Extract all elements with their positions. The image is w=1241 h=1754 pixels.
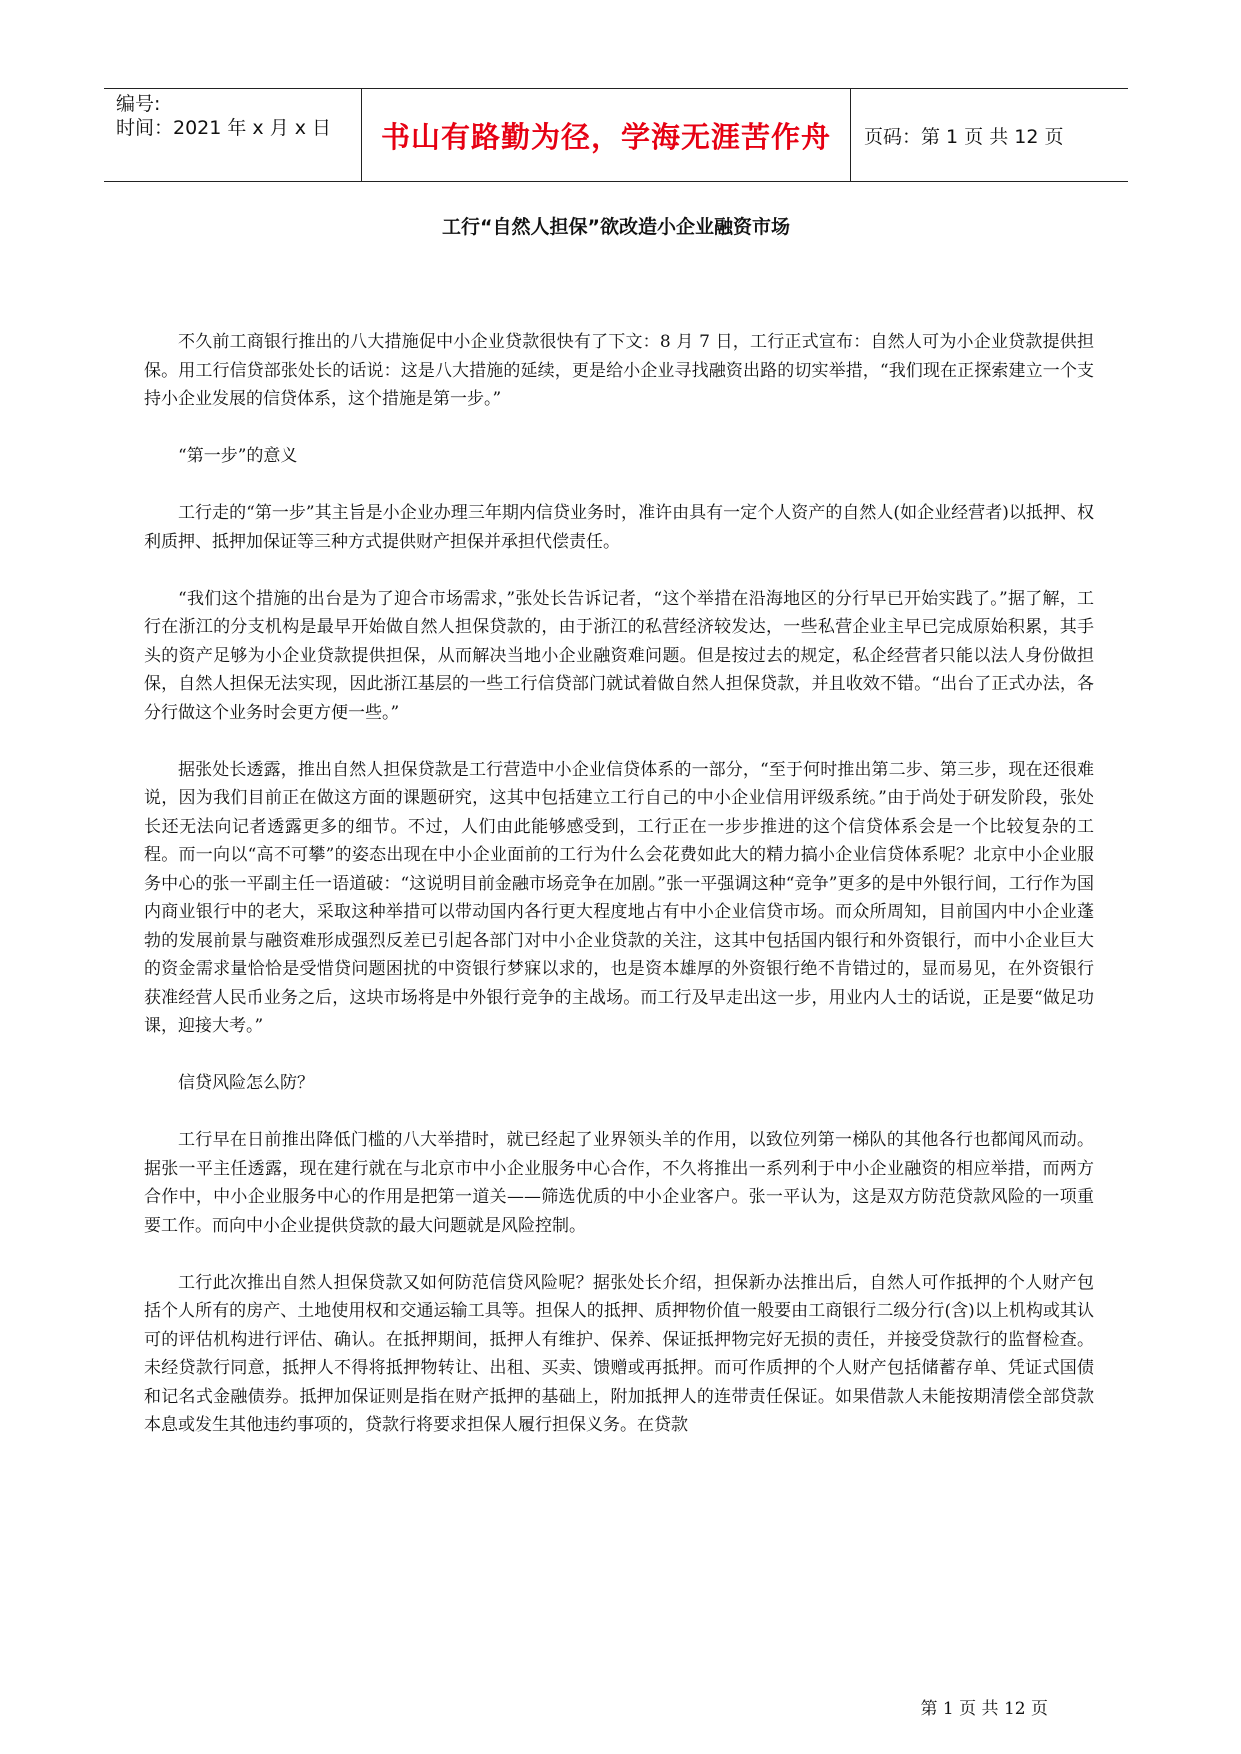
section-heading: 信贷风险怎么防？ <box>178 1073 314 1093</box>
paragraph: “我们这个措施的出台是为了迎合市场需求，”张处长告诉记者，“这个举措在沿海地区的分行早已开始实践了。”据了解，工行在浙江的分支机构是最早开始做自然人担保贷款的，由于浙江的私营经济较发达，一些私营企业主早已完成原始积累，其手头的资产足够为小企业贷款提供担保，从而解决当地小企业融资难问题。但是按过去的规定，私企经营者只能以法人身份做担保，自然人担保无法实现，因此浙江基层的一些工行信贷部门就试着做自然人担保贷款，并且收效不错。“出台了正式办法，各分行做这个业务时会更方便一些。” <box>144 588 1094 723</box>
header-motto: 书山有路勤为径，学海无涯苦作舟 <box>380 119 831 154</box>
document-header <box>104 88 1128 182</box>
paragraph: 工行早在日前推出降低门槛的八大举措时，就已经起了业界领头羊的作用，以致位列第一梯队的其他各行也都闻风而动。据张一平主任透露，现在建行就在与北京市中小企业服务中心合作，不久将推出一系列利于中小企业融资的相应举措，而两方合作中，中小企业服务中心的作用是把第一道关——筛选优质的中小企业客户。张一平认为，这是双方防范贷款风险的一项重要工作。而向中小企业提供贷款的最大问题就是风险控制。 <box>144 1130 1094 1236</box>
paragraph: 不久前工商银行推出的八大措施促中小企业贷款很快有了下文：8 月 7 日，工行正式宣布：自然人可为小企业贷款提供担保。用工行信贷部张处长的话说：这是八大措施的延续，更是给小企业寻找融资出路的切实举措，“我们现在正探索建立一个支持小企业发展的信贷体系，这个措施是第一步。” <box>144 332 1094 409</box>
paragraph: 工行走的“第一步”其主旨是小企业办理三年期内信贷业务时，准许由具有一定个人资产的自然人(如企业经营者)以抵押、权利质押、抵押加保证等三种方式提供财产担保并承担代偿责任。 <box>144 503 1094 552</box>
header-meta <box>104 89 362 181</box>
document-title: 工行“自然人担保”欲改造小企业融资市场 <box>442 216 790 238</box>
header-page-info-cell <box>850 89 1128 181</box>
paragraph: 工行此次推出自然人担保贷款又如何防范信贷风险呢？据张处长介绍，担保新办法推出后，自然人可作抵押的个人财产包括个人所有的房产、土地使用权和交通运输工具等。担保人的抵押、质押物价值一般要由工商银行二级分行(含)以上机构或其认可的评估机构进行评估、确认。在抵押期间，抵押人有维护、保养、保证抵押物完好无损的责任，并接受贷款行的监督检查。未经贷款行同意，抵押人不得将抵押物转让、出租、买卖、馈赠或再抵押。而可作质押的个人财产包括储蓄存单、凭证式国债和记名式金融债券。抵押加保证则是指在财产抵押的基础上，附加抵押人的连带责任保证。如果借款人未能按期清偿全部贷款本息或发生其他违约事项的，贷款行将要求担保人履行担保义务。在贷款 <box>144 1272 1094 1435</box>
page-footer: 第 1 页 共 12 页 <box>920 1699 1048 1719</box>
header-page-info: 页码：第 1 页 共 12 页 <box>864 125 1064 148</box>
paragraph: 据张处长透露，推出自然人担保贷款是工行营造中小企业信贷体系的一部分，“至于何时推出第二步、第三步，现在还很难说，因为我们目前正在做这方面的课题研究，这其中包括建立工行自己的中小企业信用评级系统。”由于尚处于研发阶段，张处长还无法向记者透露更多的细节。不过，人们由此能够感受到，工行正在一步步推进的这个信贷体系会是一个比较复杂的工程。而一向以“高不可攀”的姿态出现在中小企业面前的工行为什么会花费如此大的精力搞小企业信贷体系呢？北京中小企业服务中心的张一平副主任一语道破：“这说明目前金融市场竞争在加剧。”张一平强调这种“竞争”更多的是中外银行间，工行作为国内商业银行中的老大，采取这种举措可以带动国内各行更大程度地占有中小企业信贷市场。而众所周知，目前国内中小企业蓬勃的发展前景与融资难形成强烈反差已引起各部门对中小企业贷款的关注，这其中包括国内银行和外资银行，而中小企业巨大的资金需求量恰恰是受惜贷问题困扰的中资银行梦寐以求的，也是资本雄厚的外资银行绝不肯错过的，显而易见，在外资银行获准经营人民币业务之后，这块市场将是中外银行竞争的主战场。而工行及早走出这一步，用业内人士的话说，正是要“做足功课，迎接大考。” <box>144 759 1094 1036</box>
header-motto-cell <box>362 89 851 181</box>
document-number-label: 编号: <box>116 93 161 115</box>
article-body <box>144 328 1094 1468</box>
section-heading: “第一步”的意义 <box>178 446 298 466</box>
document-time-label: 时间：2021 年 x 月 x 日 <box>116 117 332 139</box>
